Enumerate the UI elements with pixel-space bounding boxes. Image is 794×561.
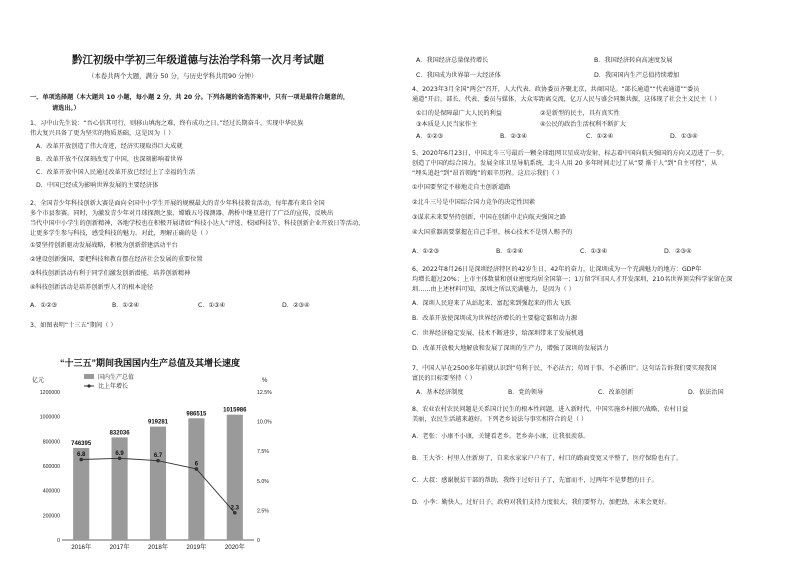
legend-label-bar: 国内生产总值 bbox=[98, 375, 135, 381]
chart-title: “十三五”期间我国国内生产总值及其增长速度 bbox=[59, 358, 241, 368]
x-tick-label: 2019年 bbox=[186, 544, 207, 551]
q4-statement-3: ③本质是人民当家作主 bbox=[416, 121, 478, 128]
growth-point bbox=[156, 459, 160, 463]
x-tick-label: 2020年 bbox=[224, 544, 245, 551]
q4-option-d[interactable]: D．①③④ bbox=[670, 133, 698, 140]
q2-stem-4: 让更多学生参与科技，感受科技的魅力。对此，理解正确的是（ ） bbox=[30, 230, 212, 237]
q5-statement-1: ①中国要坚定不移地走自主创新道路 bbox=[412, 184, 511, 191]
q4-stem-2: 通道”开启，部长、代表、委员与媒体、大众零距离交流，亿万人民与盛会同频共振，这体现了社会主义民主（ ） bbox=[412, 96, 721, 103]
q3-option-b[interactable]: B．我国经济转向高速度发展 bbox=[594, 57, 673, 64]
y-tick-right: 0 bbox=[257, 538, 260, 544]
q1-option-d[interactable]: D．中国已经成为影响世界发展的主要经济体 bbox=[36, 182, 159, 189]
section-heading: 一、单项选择题（本大题共 10 小题，每小题 2 分，共 20 分。下列各题的备选答案中，只有一项是最符合题意的， bbox=[30, 94, 350, 101]
q4-stem: 4、2023年3月全国“两会”召开，人大代表、政协委员齐聚北京，共商国是。“部长通道”“代表通道”“委员 bbox=[412, 86, 700, 93]
q5-stem: 5、2020年6月23日，中国北斗三号最后一颗全球组网卫星成功发射，标志着中国向航天强国的方向又迈进了一步， bbox=[412, 150, 729, 157]
q6-option-d[interactable]: D．改革开放极大地解放和发展了深圳的生产力，增强了深圳的发展活力 bbox=[412, 345, 609, 352]
q1-stem: 1、习中山先生说：“吾心信其可行，则移山填海之难，终有成功之日。”经过长期奋斗，实现中华民族 bbox=[30, 120, 304, 127]
q1-option-c[interactable]: C．改革开放中国人民通过改革开放已经过上了幸福的生活 bbox=[36, 169, 196, 176]
q8-stem-2: 美丽，农民生活越来越好。下列老乡说法与事实相符合的是（ ） bbox=[412, 416, 588, 423]
bar-value-label: 986515 bbox=[186, 411, 207, 418]
bar-value-label: 832036 bbox=[109, 430, 130, 437]
bar bbox=[150, 427, 166, 540]
q2-stem-3: 当代中国中小学生的创新精神，各地学校也在积极开展诸如“科技小达人”评选、校园科技节、科技创新企业开放日等活动， bbox=[30, 220, 365, 227]
growth-value-label: 6.8 bbox=[77, 451, 86, 458]
q2-option-d[interactable]: D．②③④ bbox=[282, 302, 310, 309]
x-tick-label: 2016年 bbox=[71, 544, 92, 551]
q4-statement-1: ①目的是保障最广大人民的利益 bbox=[416, 110, 502, 117]
y-tick-right: 7.5% bbox=[257, 449, 269, 456]
y-tick-left: 1200000 bbox=[39, 390, 60, 396]
q4-option-b[interactable]: B．②③④ bbox=[500, 133, 528, 140]
q2-stem: 2、全国青少年科技创新大赛是面向全国中小学生开展的规模最大的青少年科技教育活动，每年都有来自全国 bbox=[30, 200, 325, 207]
y-tick-left: 200000 bbox=[42, 513, 60, 520]
y-tick-left: 0 bbox=[57, 538, 60, 544]
q5-option-a[interactable]: A．①②③ bbox=[412, 248, 440, 255]
q8-option-d[interactable]: D．小李：勤快人，过好日子，政府对我们支持力度很大，我们要努力，加把劲，未来会更好。 bbox=[412, 499, 671, 506]
y-tick-right: 12.5% bbox=[257, 390, 272, 396]
q5-statement-4: ④大国重器需要掌握在自己手里，核心技术不是别人赐予的 bbox=[412, 229, 573, 236]
q7-option-d[interactable]: D．依法治国 bbox=[688, 389, 724, 396]
q2-stem-2: 多个市县参赛。同时，为激发青少年对月球探测之旅、嫦娥五号探测器、鹊桥中继星进行了广泛的宣传，反映出 bbox=[30, 210, 334, 217]
q5-stem-2: 创造了中国的综合国力。发展全球卫星导航系统，北斗人用 20 多年时间走过了从“要 渐于人”到“自主可控”，从 bbox=[412, 160, 718, 167]
q5-statement-2: ②北斗三号是中国综合国力竞争的决定性因素 bbox=[412, 199, 536, 206]
bar-value-label: 746395 bbox=[71, 440, 92, 447]
q5-stem-3: “埋头追赶”到“昂首领跑”的艰辛历程。这启示我们（ ） bbox=[412, 170, 563, 177]
q5-statement-3: ③谋求未来要坚持创新，中国在创新中走向航天强国之路 bbox=[412, 214, 567, 221]
growth-point bbox=[118, 457, 122, 461]
q1-option-a[interactable]: A．改革开放创造了伟大奇迹，经济实现取得巨大成就 bbox=[36, 143, 183, 150]
q5-option-d[interactable]: D．②③④ bbox=[664, 248, 692, 255]
q3-option-a[interactable]: A．我国经济总量保持增长 bbox=[416, 57, 489, 64]
q8-option-b[interactable]: B．王大爷：村里人住新房了，自来水家家户户有了，村口的路面变宽又平整了，医疗保险也有了。 bbox=[412, 455, 683, 462]
q4-statement-4: ④公民的政治生活权利不断扩大 bbox=[540, 121, 626, 128]
bar-value-label: 919281 bbox=[147, 419, 169, 426]
q2-option-a[interactable]: A．①②③ bbox=[30, 302, 58, 309]
bar bbox=[188, 418, 204, 540]
y-tick-left: 1000000 bbox=[39, 414, 60, 421]
q5-option-b[interactable]: B．①②④ bbox=[496, 248, 524, 255]
chart-legend bbox=[84, 373, 134, 390]
q6-stem-3: 圳……由上述材料可知，深圳之所以充满魅力，是因为（ ） bbox=[412, 286, 575, 293]
q6-stem: 6、2022年8月26日是深圳经济特区的42岁生日，42年的奋力，让深圳成为一个充满魅力的地方：GDP年 bbox=[412, 266, 702, 273]
q2-option-c[interactable]: C．①③④ bbox=[198, 302, 226, 309]
growth-value-label: 6.9 bbox=[115, 450, 124, 457]
q7-stem: 7、中国人早在2500多年前就认识到“苟利于民，不必法古；苟周于事，不必循旧”。这句话告诉我们要实现我国 bbox=[412, 365, 717, 372]
y-tick-right: 2.5% bbox=[257, 508, 269, 515]
y-axis-left-label: 亿元 bbox=[32, 378, 45, 384]
legend-label-line: 比上年增长 bbox=[98, 384, 129, 390]
growth-value-label: 6.7 bbox=[153, 453, 163, 460]
q6-stem-2: 均增长超过20%；上市主体数量和创业密度均居全国第一；1万留学归国人才开发深圳，210名世界顶尖科学家留在深 bbox=[412, 276, 733, 283]
bar bbox=[227, 415, 243, 540]
q6-option-b[interactable]: B．改革开放使深圳成为世界经济增长的主要稳定器和动力源 bbox=[412, 315, 578, 322]
q2-statement-3: ③科技创新活动有利于同学们激发创新潜能，培养创新精神 bbox=[30, 270, 191, 277]
q7-stem-2: 富民的目标要坚持（ ） bbox=[412, 375, 476, 382]
y-tick-right: 10.0% bbox=[257, 419, 272, 426]
bar bbox=[73, 448, 89, 540]
growth-point bbox=[233, 511, 237, 515]
growth-value-label: 2.3 bbox=[230, 505, 239, 512]
y-tick-left: 400000 bbox=[42, 488, 60, 495]
q1-stem-cont: 伟大复兴具备了更为坚实的物质基础，这是因为（ ） bbox=[30, 130, 175, 137]
q6-option-a[interactable]: A．深圳人民迎来了从站起来、富起来到强起来的伟大飞跃 bbox=[412, 300, 571, 307]
q5-option-c[interactable]: C．①③④ bbox=[580, 248, 608, 255]
legend-marker-line bbox=[87, 384, 90, 387]
q7-option-c[interactable]: C．改革创新 bbox=[598, 389, 634, 396]
q6-option-c[interactable]: C．世界经济稳定发展、技术不断进步，给深圳带来了发展机遇 bbox=[412, 330, 584, 337]
q2-statement-2: ②建设创新强国，要把科技和教育摆在经济社会发展的重要位置 bbox=[30, 256, 203, 263]
y-tick-left: 800000 bbox=[42, 439, 60, 446]
section-heading-cont: 请选出。） bbox=[52, 105, 80, 112]
q1-option-b[interactable]: B．改革开放不仅深刻改变了中国，也深刻影响着世界 bbox=[36, 156, 183, 163]
gdp-chart bbox=[32, 352, 280, 554]
y-axis-right-label: % bbox=[262, 378, 268, 384]
q4-statement-2: ②是新型的民主，具有真实性 bbox=[540, 110, 620, 117]
growth-point bbox=[195, 467, 199, 471]
legend-swatch-bar bbox=[84, 374, 94, 379]
q4-option-c[interactable]: C．①②④ bbox=[586, 133, 614, 140]
growth-point bbox=[79, 458, 83, 462]
q2-option-b[interactable]: B．①②④ bbox=[112, 302, 140, 309]
q8-option-a[interactable]: A．老张：小康不小康，关键看老乡。老乡奔小康，让我很羡慕。 bbox=[412, 433, 590, 440]
q3-stem: 3、如图表明“十三五”期间（ ） bbox=[30, 322, 117, 329]
q8-stem: 8、农业农村农民问题是关系国计民生的根本性问题，进入新时代，中国实施乡村振兴战略，农村日益 bbox=[412, 406, 689, 413]
q4-option-a[interactable]: A．①②③ bbox=[416, 133, 444, 140]
y-tick-left: 600000 bbox=[42, 464, 60, 470]
q8-option-c[interactable]: C．大叔：感谢脱贫干部的帮助，我终于过好日子了，先富而不，过两年不是梦想的日子。 bbox=[412, 477, 658, 484]
growth-value-label: 6 bbox=[194, 461, 199, 468]
q3-option-d[interactable]: D．我国国内生产总值持续增加 bbox=[594, 72, 680, 79]
q3-option-c[interactable]: C．我国成为世界第一大经济体 bbox=[416, 72, 501, 79]
q7-option-b[interactable]: B．党的领导 bbox=[508, 389, 544, 396]
q7-option-a[interactable]: A．基本经济制度 bbox=[416, 389, 464, 396]
q2-statement-1: ①要坚持创新驱动发展战略，积极为创新搭建活动平台 bbox=[30, 242, 178, 249]
exam-subtitle: （本卷共两个大题，满分 50 分，与历史学科共用90 分钟） bbox=[88, 72, 258, 80]
y-tick-right: 5.0% bbox=[257, 478, 269, 485]
bar-value-label: 1015986 bbox=[223, 407, 247, 414]
gdp-chart-svg bbox=[32, 352, 280, 554]
page-title: 黔江初级中学初三年级道德与法治学科第一次月考试题 bbox=[72, 54, 324, 66]
x-tick-label: 2018年 bbox=[148, 544, 168, 551]
x-tick-label: 2017年 bbox=[109, 544, 130, 551]
q2-statement-4: ④科技创新活动是培养创新型人才的根本途径 bbox=[30, 284, 154, 291]
